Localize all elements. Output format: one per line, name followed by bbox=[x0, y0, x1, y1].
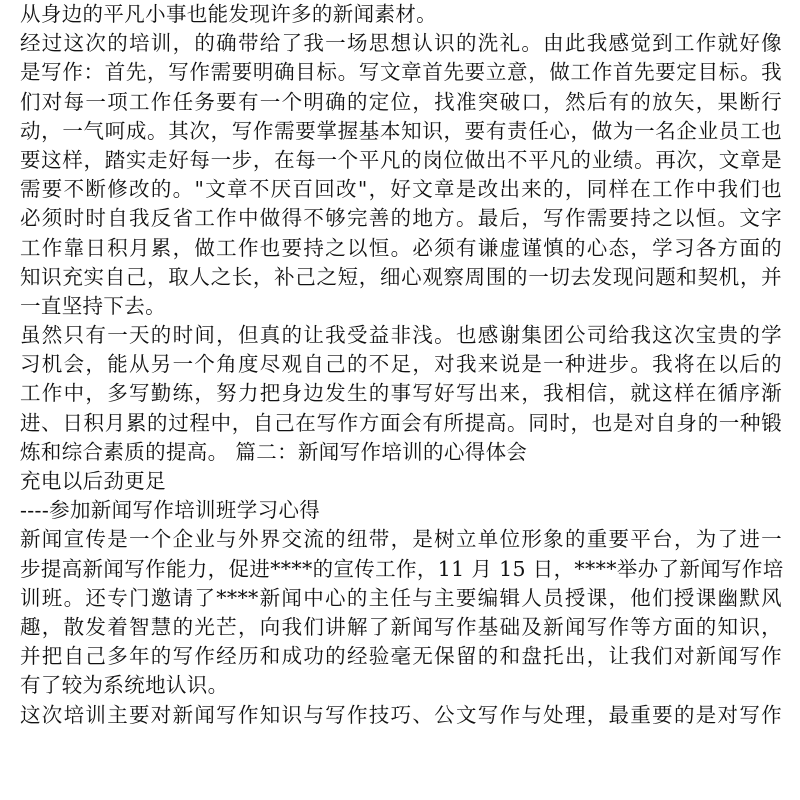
text-line: 这次培训主要对新闻写作知识与写作技巧、公文写作与处理，最重要的是对写作 bbox=[20, 702, 782, 727]
text-line: 工作中，多写勤练，努力把身边发生的事写好写出来，我相信，就这样在循序渐 bbox=[20, 381, 782, 406]
text-line: 知识充实自己，取人之长，补己之短，细心观察周围的一切去发现问题和契机，并 bbox=[20, 264, 782, 289]
text-line: 习机会，能从另一个角度尽观自己的不足，对我来说是一种进步。我将在以后的 bbox=[20, 352, 782, 377]
text-line: 要这样，踏实走好每一步，在每一个平凡的岗位做出不平凡的业绩。再次，文章是 bbox=[20, 147, 782, 172]
text-line: 有了较为系统地认识。 bbox=[20, 673, 229, 698]
text-line: 们对每一项工作任务要有一个明确的定位，找准突破口，然后有的放矢，果断行 bbox=[20, 89, 782, 114]
text-line: 从身边的平凡小事也能发现许多的新闻素材。 bbox=[20, 2, 437, 26]
text-line: 一直坚持下去。 bbox=[20, 293, 166, 318]
text-line: 新闻宣传是一个企业与外界交流的纽带，是树立单位形象的重要平台，为了进一 bbox=[20, 527, 782, 552]
text-line: 步提高新闻写作能力，促进****的宣传工作，11 月 15 日，****举办了新闻写作培 bbox=[20, 556, 784, 581]
text-line: 动，一气呵成。其次，写作需要掌握基本知识，要有责任心，做为一名企业员工也 bbox=[20, 118, 782, 143]
text-line: 必须时时自我反省工作中做得不够完善的地方。最后，写作需要持之以恒。文字 bbox=[20, 206, 782, 231]
text-line: ----参加新闻写作培训班学习心得 bbox=[20, 498, 321, 523]
text-line: 炼和综合素质的提高。 篇二：新闻写作培训的心得体会 bbox=[20, 439, 528, 464]
text-line: 并把自己多年的写作经历和成功的经验毫无保留的和盘托出，让我们对新闻写作 bbox=[20, 644, 782, 669]
text-line: 进、日积月累的过程中，自己在写作方面会有所提高。同时，也是对自身的一种锻 bbox=[20, 410, 782, 435]
text-line: 经过这次的培训，的确带给了我一场思想认识的洗礼。由此我感觉到工作就好像 bbox=[20, 31, 782, 56]
text-line: 虽然只有一天的时间，但真的让我受益非浅。也感谢集团公司给我这次宝贵的学 bbox=[20, 323, 782, 348]
text-line: 趣，散发着智慧的光芒，向我们讲解了新闻写作基础及新闻写作等方面的知识， bbox=[20, 614, 782, 639]
text-line: 是写作：首先，写作需要明确目标。写文章首先要立意，做工作首先要定目标。我 bbox=[20, 60, 782, 85]
text-line: 训班。还专门邀请了****新闻中心的主任与主要编辑人员授课，他们授课幽默风 bbox=[20, 585, 782, 610]
text-line: 需要不断修改的。"文章不厌百回改"，好文章是改出来的，同样在工作中我们也 bbox=[20, 177, 782, 202]
text-line: 充电以后劲更足 bbox=[20, 469, 166, 493]
document-body bbox=[20, 0, 782, 730]
text-line: 工作靠日积月累，做工作也要持之以恒。必须有谦虚谨慎的心态，学习各方面的 bbox=[20, 235, 782, 260]
